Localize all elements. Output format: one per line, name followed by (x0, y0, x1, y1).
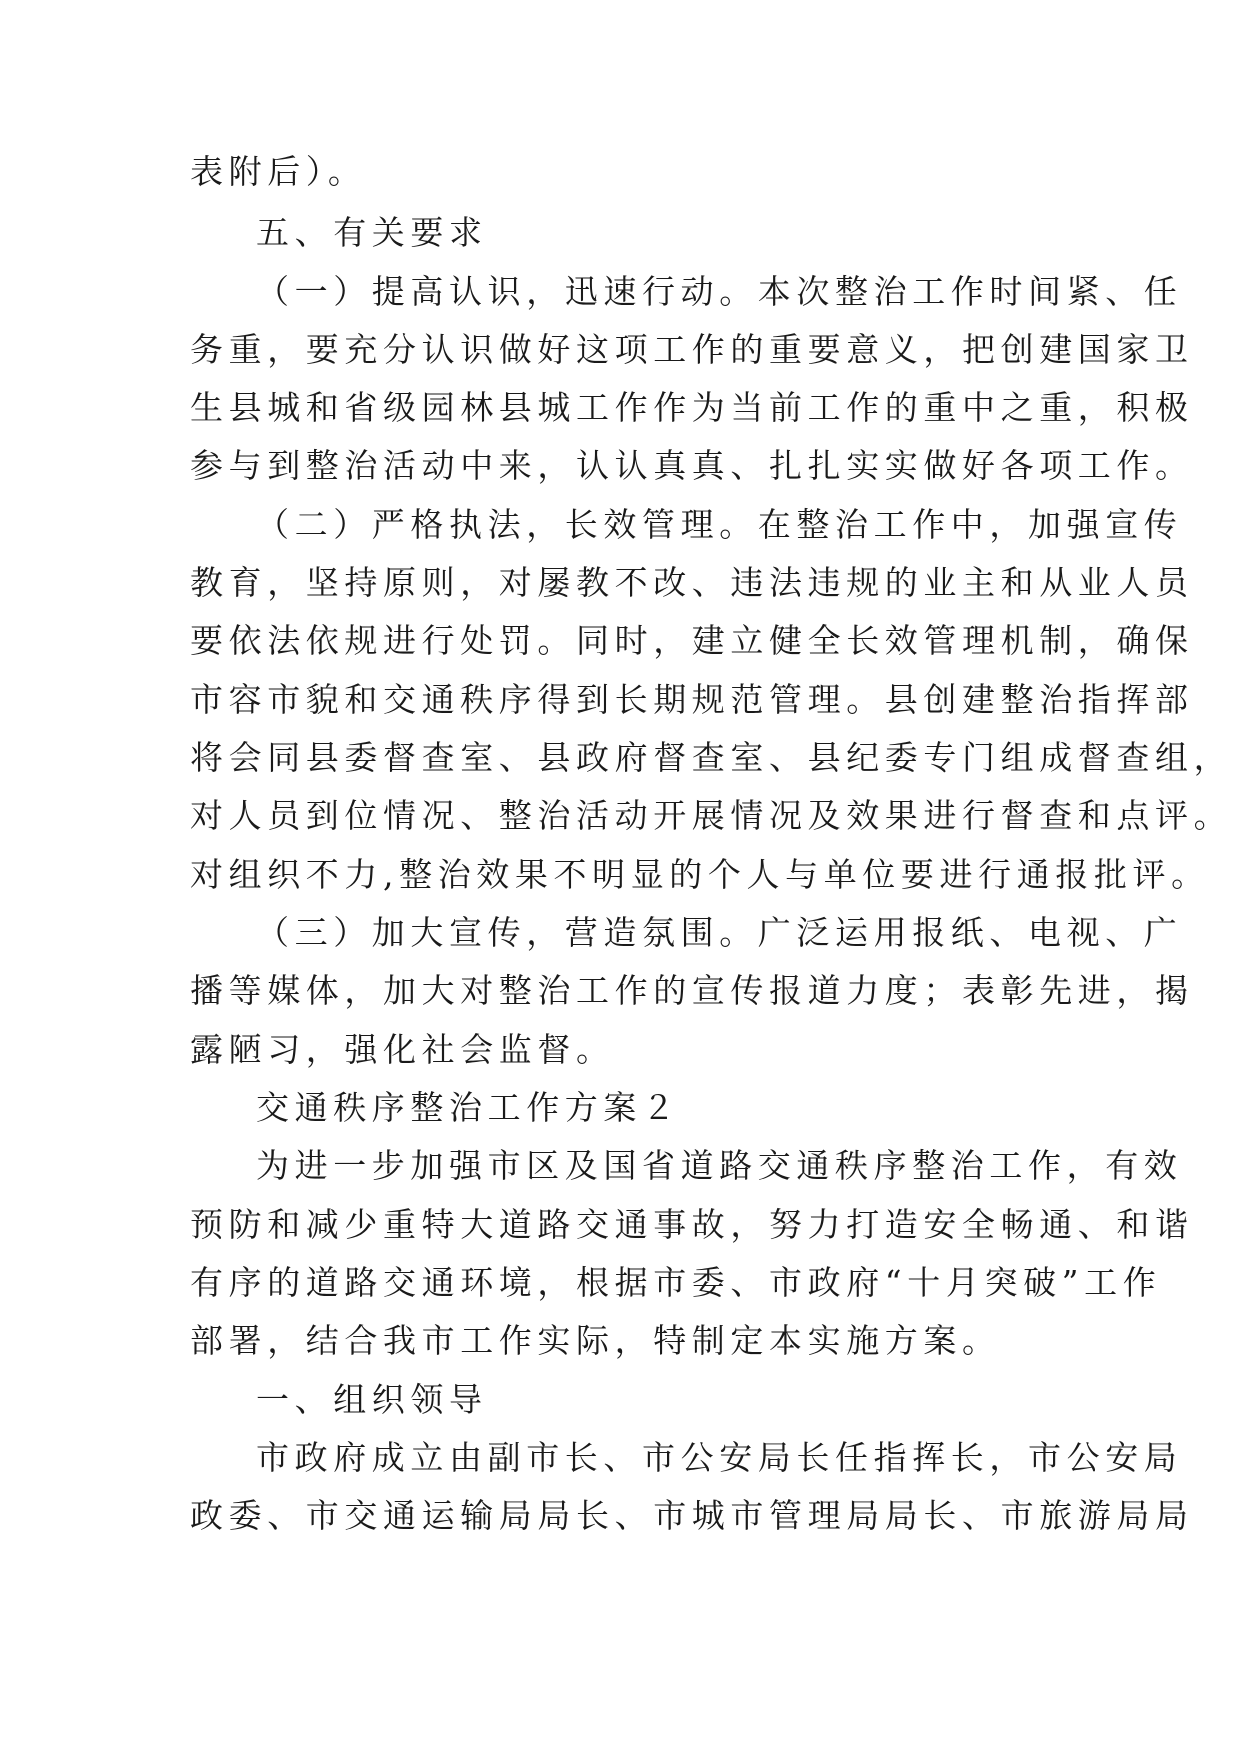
text-line: 参与到整治活动中来，认认真真、扎扎实实做好各项工作。 (190, 446, 1194, 485)
text-line: （一）提高认识，迅速行动。本次整治工作时间紧、任 (256, 272, 1183, 311)
text-line: 表附后）。 (190, 152, 367, 191)
text-line: 对人员到位情况、整治活动开展情况及效果进行督查和点评。 (190, 796, 1233, 835)
text-line: （二）严格执法，长效管理。在整治工作中，加强宣传 (256, 505, 1183, 544)
text-line: 市容市貌和交通秩序得到长期规范管理。县创建整治指挥部 (190, 680, 1194, 719)
text-line: 部署，结合我市工作实际，特制定本实施方案。 (190, 1321, 1001, 1360)
section-heading: 五、有关要求 (256, 213, 488, 252)
text-line: 市政府成立由副市长、市公安局长任指挥长，市公安局 (256, 1438, 1183, 1477)
text-line: （三）加大宣传，营造氛围。广泛运用报纸、电视、广 (256, 913, 1183, 952)
text-line: 将会同县委督查室、县政府督查室、县纪委专门组成督查组， (190, 738, 1233, 777)
text-line: 政委、市交通运输局局长、市城市管理局局长、市旅游局局 (190, 1496, 1194, 1535)
text-line: 播等媒体，加大对整治工作的宣传报道力度；表彰先进，揭 (190, 971, 1194, 1010)
text-line: 为进一步加强市区及国省道路交通秩序整治工作，有效 (256, 1146, 1183, 1185)
text-line: 务重，要充分认识做好这项工作的重要意义，把创建国家卫 (190, 330, 1194, 369)
section-title: 交通秩序整治工作方案２ (256, 1088, 681, 1127)
text-line: 对组织不力,整治效果不明显的个人与单位要进行通报批评。 (190, 855, 1210, 894)
text-line: 预防和减少重特大道路交通事故，努力打造安全畅通、和谐 (190, 1205, 1194, 1244)
text-line: 生县城和省级园林县城工作作为当前工作的重中之重，积极 (190, 388, 1194, 427)
text-line: 露陋习，强化社会监督。 (190, 1030, 615, 1069)
text-line: 教育，坚持原则，对屡教不改、违法违规的业主和从业人员 (190, 563, 1194, 602)
text-line: 有序的道路交通环境，根据市委、市政府“十月突破”工作 (190, 1263, 1162, 1302)
section-heading: 一、组织领导 (256, 1380, 488, 1419)
text-line: 要依法依规进行处罚。同时，建立健全长效管理机制，确保 (190, 621, 1194, 660)
